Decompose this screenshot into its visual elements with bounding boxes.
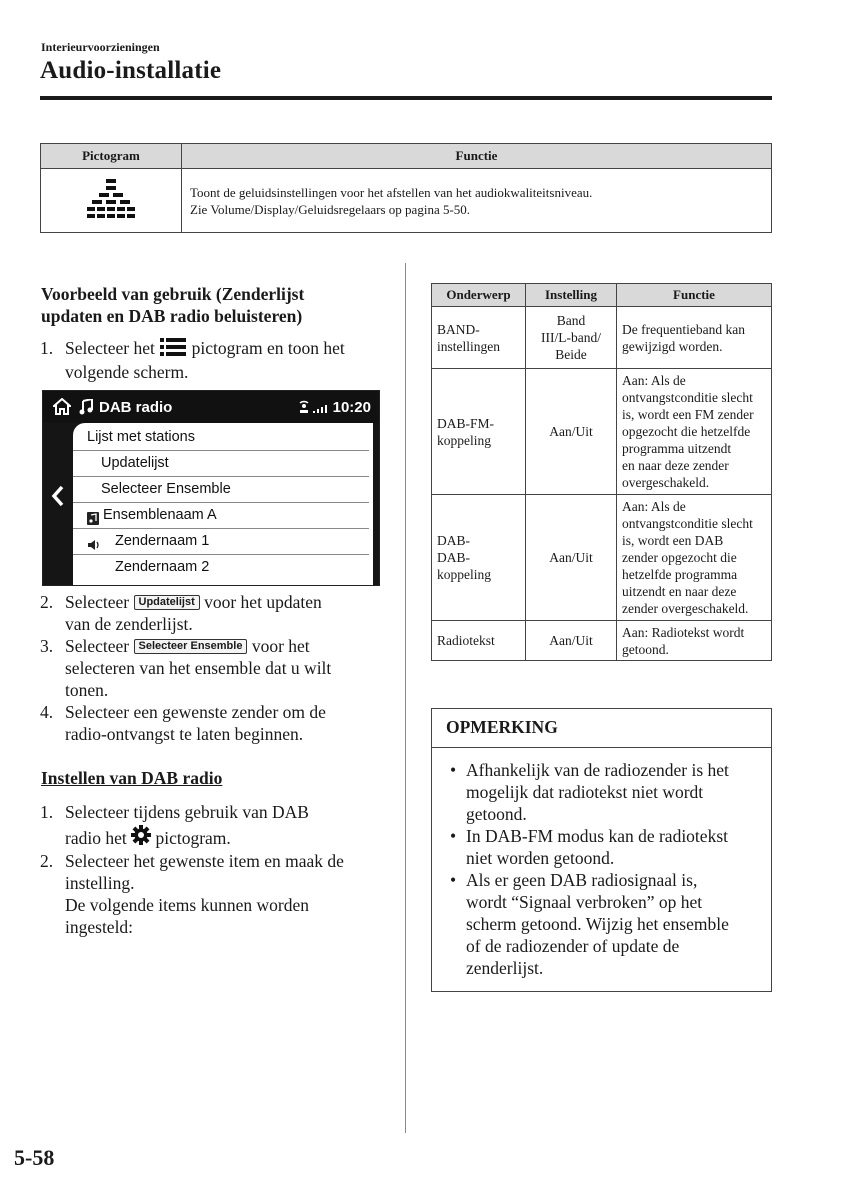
dab-settings-heading: Instellen van DAB radio bbox=[41, 768, 223, 788]
function-line-1: Toont de geluidsinstellingen voor het afstellen van het audiokwaliteitsniveau. bbox=[190, 184, 593, 200]
step-text: van de zenderlijst. bbox=[65, 614, 193, 634]
gear-icon bbox=[131, 825, 151, 850]
step-number: 2. bbox=[40, 851, 54, 871]
bullet-icon: • bbox=[450, 760, 457, 780]
list-item-station-list[interactable]: Lijst met stations bbox=[73, 425, 369, 451]
step-text: Selecteer het gewenste item en maak de bbox=[65, 851, 344, 871]
settings-step-1 bbox=[40, 801, 390, 850]
settings-steps bbox=[40, 801, 390, 938]
function-header: Functie bbox=[182, 144, 772, 169]
list-menu-icon bbox=[160, 338, 186, 361]
note-item: • Als er geen DAB radiosignaal is, wordt “Signaal verbroken” op het scherm getoond. Wijzig het ensemble of de radiozender of update de zenderlijst. bbox=[450, 870, 729, 978]
function-cell: De frequentieband kan gewijzigd worden. bbox=[617, 307, 772, 369]
note-item: • Afhankelijk van de radiozender is het mogelijk dat radiotekst niet wordt getoond. bbox=[450, 760, 729, 824]
step-number: 3. bbox=[40, 636, 54, 656]
music-note-icon bbox=[79, 399, 93, 420]
select-ensemble-button-label: Selecteer Ensemble bbox=[134, 639, 248, 654]
function-cell: Aan: Als de ontvangstconditie slecht is, wordt een DAB zender opgezocht die hetzelfde programma uitzendt en naar deze zender overgeschakeld. bbox=[617, 495, 772, 621]
ensemble-label: Ensemblenaam A bbox=[103, 507, 217, 523]
pictogram-table bbox=[40, 143, 772, 233]
step-4 bbox=[40, 701, 390, 745]
step-text: volgende scherm. bbox=[65, 362, 189, 382]
function-cell: Aan: Als de ontvangstconditie slecht is, wordt een FM zender opgezocht die hetzelfde programma uitzendt en naar deze zender overgeschakeld. bbox=[617, 369, 772, 495]
setting-cell: Band III/L-band/ Beide bbox=[526, 307, 617, 369]
step-text: instelling. bbox=[65, 873, 135, 893]
table-row bbox=[432, 495, 772, 621]
subject-cell: BAND- instellingen bbox=[432, 307, 526, 369]
step-3 bbox=[40, 635, 390, 701]
station-label: Zendernaam 1 bbox=[115, 533, 210, 549]
step-text: Selecteer een gewenste zender om de bbox=[65, 702, 326, 722]
step-text: De volgende items kunnen worden bbox=[65, 895, 309, 915]
dab-settings-table bbox=[431, 283, 772, 661]
table-row bbox=[432, 369, 772, 495]
steps-2-4 bbox=[40, 591, 390, 745]
example-heading-line-2: updaten en DAB radio beluisteren) bbox=[41, 306, 303, 326]
setting-cell: Aan/Uit bbox=[526, 495, 617, 621]
settings-step-2 bbox=[40, 850, 390, 938]
pictogram-header: Pictogram bbox=[41, 144, 182, 169]
equalizer-cell bbox=[41, 169, 182, 233]
step-text: radio-ontvangst te laten beginnen. bbox=[65, 724, 304, 744]
equalizer-bars-icon bbox=[87, 177, 135, 225]
example-heading bbox=[41, 283, 381, 327]
step-text: tonen. bbox=[65, 680, 109, 700]
screen-clock: 10:20 bbox=[332, 399, 371, 416]
signal-icon bbox=[298, 400, 328, 419]
screen-header bbox=[43, 391, 379, 423]
subject-header: Onderwerp bbox=[432, 284, 526, 307]
home-icon[interactable] bbox=[53, 398, 71, 420]
step-text: Selecteer tijdens gebruik van DAB bbox=[65, 802, 309, 822]
subject-cell: Radiotekst bbox=[432, 621, 526, 661]
function-line-2: Zie Volume/Display/Geluidsregelaars op pagina 5-50. bbox=[190, 201, 471, 217]
section-label: Interieurvoorzieningen bbox=[41, 40, 160, 54]
step-text: Selecteer het bbox=[65, 338, 155, 358]
station-list bbox=[73, 423, 373, 585]
step-text: ingesteld: bbox=[65, 917, 134, 937]
setting-cell: Aan/Uit bbox=[526, 369, 617, 495]
list-item-select-ensemble[interactable]: Selecteer Ensemble bbox=[73, 477, 369, 503]
table-row bbox=[432, 307, 772, 369]
step-1 bbox=[40, 337, 415, 383]
step-number: 1. bbox=[40, 338, 54, 358]
page-number: 5-58 bbox=[14, 1145, 55, 1170]
note-box bbox=[431, 708, 772, 992]
list-item-ensemble[interactable] bbox=[73, 503, 369, 529]
example-heading-line-1: Voorbeeld van gebruik (Zenderlijst bbox=[41, 284, 305, 304]
subject-cell: DAB-FM- koppeling bbox=[432, 369, 526, 495]
setting-cell: Aan/Uit bbox=[526, 621, 617, 661]
title-rule bbox=[40, 96, 772, 100]
bullet-icon: • bbox=[450, 870, 457, 890]
step-text: Selecteer bbox=[65, 592, 130, 612]
step-text: Selecteer bbox=[65, 636, 130, 656]
note-header bbox=[432, 709, 771, 748]
note-item: • In DAB-FM modus kan de radiotekst niet worden getoond. bbox=[450, 826, 728, 868]
column-divider bbox=[405, 263, 406, 1133]
step-number: 2. bbox=[40, 592, 54, 612]
step-2 bbox=[40, 591, 390, 635]
step-text: radio het bbox=[65, 828, 127, 848]
list-item-update[interactable]: Updatelijst bbox=[73, 451, 369, 477]
step-number: 1. bbox=[40, 802, 54, 822]
step-text: pictogram en toon het bbox=[191, 338, 345, 358]
table-row bbox=[432, 621, 772, 661]
step-text: voor het updaten bbox=[204, 592, 322, 612]
update-list-button-label: Updatelijst bbox=[134, 595, 200, 610]
note-list bbox=[450, 759, 768, 979]
function-cell: Aan: Radiotekst wordt getoond. bbox=[617, 621, 772, 661]
back-chevron-icon[interactable] bbox=[51, 485, 65, 512]
list-item-station-1[interactable] bbox=[73, 529, 369, 555]
function-description bbox=[182, 169, 772, 233]
setting-header: Instelling bbox=[526, 284, 617, 307]
step-text: pictogram. bbox=[155, 828, 231, 848]
step-text: selecteren van het ensemble dat u wilt bbox=[65, 658, 332, 678]
step-text: voor het bbox=[251, 636, 310, 656]
bullet-icon: • bbox=[450, 826, 457, 846]
note-title: OPMERKING bbox=[446, 717, 558, 737]
page-title: Audio-installatie bbox=[40, 57, 222, 84]
step-number: 4. bbox=[40, 702, 54, 722]
subject-cell: DAB- DAB- koppeling bbox=[432, 495, 526, 621]
dab-radio-screen bbox=[42, 390, 380, 586]
screen-title: DAB radio bbox=[99, 399, 173, 416]
list-item-station-2[interactable]: Zendernaam 2 bbox=[115, 559, 210, 575]
function-header: Functie bbox=[617, 284, 772, 307]
